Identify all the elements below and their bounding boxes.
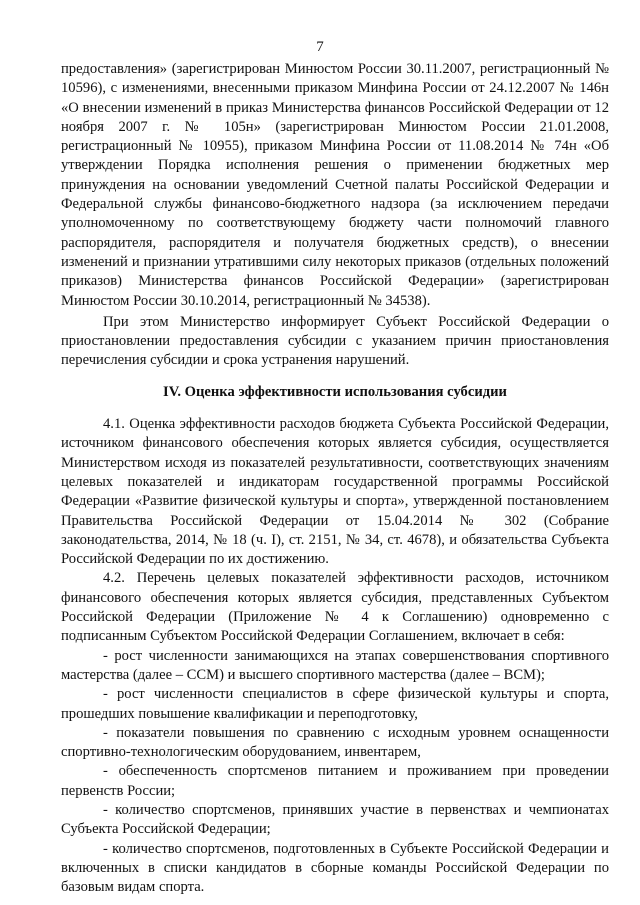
paragraph-4-1: 4.1. Оценка эффективности расходов бюджета Субъекта Российской Федерации, источником финансового обеспечения которых является субсидия, осуществляется Министерством исходя из показателей результативности, соответствующих значениям целевых показателей и индикаторам государственной программы Российской Федерации «Развитие физической культуры и спорта», утвержденной постановлением Правительства Российской Федерации от 15.04.2014 № 302 (Собрание законодательства, 2014, № 18 (ч. I), ст. 2151, № 34, ст. 4678), и обязательства Субъекта Российской Федерации по их достижению. [61,416,609,568]
list-item: - количество спортсменов, подготовленных в Субъекте Российской Федерации и включенных в списки кандидатов в сборные команды Российской Федерации по базовым видам спорта. [61,840,609,896]
paragraph-suspension-notice: При этом Министерство информирует Субъект Российской Федерации о приостановлении предоставления субсидии с указанием причин приостановления перечисления субсидии и срока устранения нарушений. [61,313,609,369]
list-item: - обеспеченность спортсменов питанием и проживанием при проведении первенств России; [61,763,609,799]
list-item: - показатели повышения по сравнению с исходным уровнем оснащенности спортивно-технологическим оборудованием, инвентарем, [61,724,609,761]
list-item: - количество спортсменов, принявших участие в первенствах и чемпионатах Субъекта Российской Федерации; [61,801,609,838]
list-item: - рост численности специалистов в сфере физической культуры и спорта, прошедших повышение квалификации и переподготовку, [61,686,609,722]
list-item: - рост численности занимающихся на этапах совершенствования спортивного мастерства (далее – ССМ) и высшего спортивного мастерства (далее – ВСМ); [61,647,609,683]
section-heading: IV. Оценка эффективности использования субсидии [163,383,507,400]
paragraph-continuation: предоставления» (зарегистрирован Минюстом России 30.11.2007, регистрационный № 10596), с изменениями, внесенными приказом Минфина России от 24.12.2007 № 146н «О внесении изменений в приказ Министерства финансов Российской Федерации от 12 ноября 2007 г. № 105н» (зарегистрирован Минюстом России 21.01.2008, регистрационный № 10955), приказом Минфина России от 11.08.2014 № 74н «Об утверждении Порядка исполнения решения о применении бюджетных мер принуждения на основании уведомлений Счетной палаты Российской Федерации и Федеральной службы финансово-бюджетного надзора (за исключением передачи уполномоченному по соответствующему бюджету части полномочий главного распорядителя, распорядителя и получателя бюджетных средств), о внесении изменений и признании утратившими силу некоторых приказов (отдельных положений приказов) Министерства финансов Российской Федерации» (зарегистрирован Минюстом России 30.10.2014, регистрационный № 34538). [61,61,609,309]
paragraph-4-2: 4.2. Перечень целевых показателей эффективности расходов, источником финансового обеспечения которых является субсидия, представленных Субъектом Российской Федерации (Приложение № 4 к Соглашению) одновременно с подписанным Субъектом Российской Федерации Соглашением, включает в себя: [61,570,609,645]
page-number: 7 [316,39,324,55]
document-body [61,60,609,897]
